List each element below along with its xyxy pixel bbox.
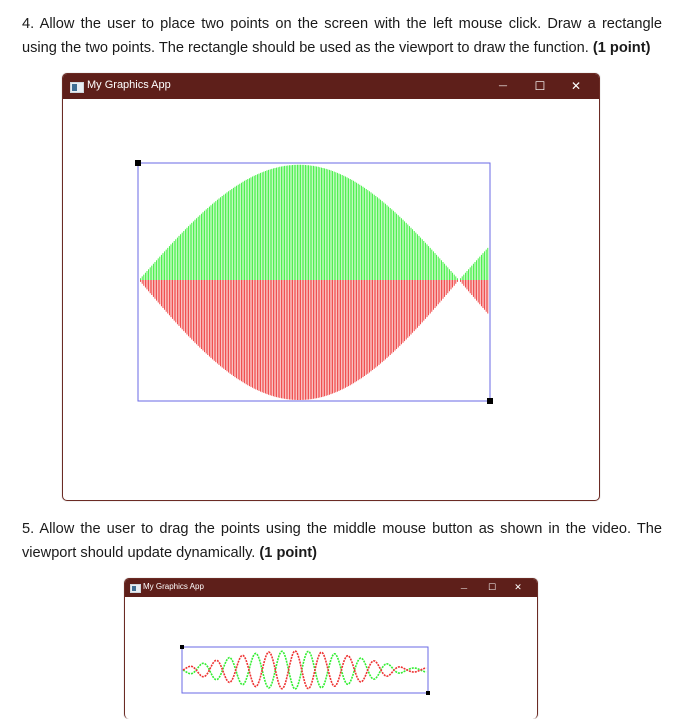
window-2-title: My Graphics App	[143, 582, 204, 591]
app-window-1	[62, 73, 600, 501]
app-window-2	[124, 578, 538, 719]
viewport-handle-top-left-1[interactable]	[135, 160, 141, 166]
function-plot-2	[183, 651, 426, 689]
viewport-rectangle-2	[182, 647, 428, 693]
viewport-handle-top-left-2[interactable]	[180, 645, 184, 649]
question-5-points: (1 point)	[259, 545, 317, 561]
question-5-text	[22, 517, 662, 565]
maximize-icon[interactable]: ☐	[487, 583, 497, 593]
canvas-2[interactable]	[125, 597, 537, 719]
canvas-1[interactable]	[63, 99, 599, 500]
app-icon	[70, 82, 84, 93]
question-5-body: 5. Allow the user to drag the points using the middle mouse button as shown in the video. The viewport should update dynamically.	[22, 521, 662, 561]
window-1-titlebar[interactable]	[63, 74, 599, 99]
question-4-points: (1 point)	[592, 40, 651, 56]
app-icon	[130, 584, 141, 593]
maximize-icon[interactable]: ☐	[534, 79, 546, 93]
minimize-icon[interactable]: —	[460, 584, 468, 592]
close-icon[interactable]: ✕	[514, 583, 522, 593]
viewport-handle-bottom-right-1[interactable]	[487, 398, 493, 404]
negative-lines	[139, 280, 488, 400]
window-1-title: My Graphics App	[87, 79, 171, 91]
function-plot-1	[139, 165, 488, 400]
close-icon[interactable]: ✕	[570, 79, 582, 93]
viewport-rectangle-1	[138, 163, 490, 401]
question-4-body: 4. Allow the user to place two points on the screen with the left mouse click. Draw a rectangle using the two points. The rectangle should be used as the viewport to draw the function.	[22, 16, 662, 56]
minimize-icon[interactable]: —	[498, 81, 508, 91]
question-4-text	[22, 12, 662, 60]
positive-lines	[139, 165, 488, 280]
window-2-titlebar[interactable]	[125, 579, 537, 597]
viewport-handle-bottom-right-2[interactable]	[426, 691, 430, 695]
